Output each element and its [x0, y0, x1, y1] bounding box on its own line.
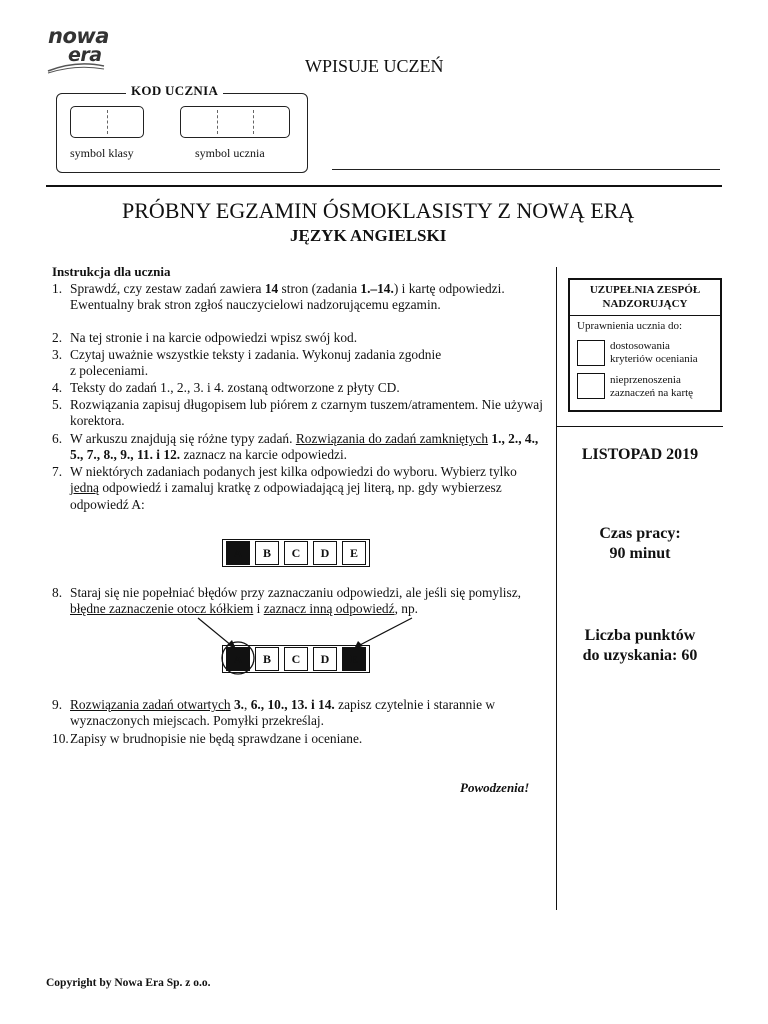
list-item: 7. W niektórych zadaniach podanych jest kilka odpowiedzi do wyboru. Wybierz tylko jedną odpowiedź i zamaluj kratkę z odpowiadającą jej literą, np. gdy wybierzesz odpowiedź A:: [52, 464, 517, 512]
supervisor-box-subtitle: Uprawnienia ucznia do:: [577, 320, 683, 332]
logo-swoosh-icon: [46, 62, 126, 74]
list-item: 1. Sprawdź, czy zestaw zadań zawiera 14 stron (zadania 1.–14.) i kartę odpowiedzi. Ewentualny brak stron zgłoś nauczycielowi nadzorującemu egzamin.: [52, 281, 505, 313]
criteria-adjustment-label: dostosowania kryteriów oceniania: [610, 340, 698, 365]
list-item: 4. Teksty do zadań 1., 2., 3. i 4. zostaną odtworzone z płyty CD.: [52, 380, 400, 395]
class-symbol-field[interactable]: [70, 106, 144, 138]
signature-line[interactable]: [332, 169, 720, 170]
column-divider: [556, 267, 557, 910]
no-transfer-checkbox[interactable]: [577, 373, 605, 399]
list-item: 9. Rozwiązania zadań otwartych 3., 6., 10., 13. i 14. zapisz czytelnie i starannie w wyznaczonych miejscach. Pomyłki przekreślaj.: [52, 697, 496, 729]
good-luck-text: Powodzenia!: [460, 780, 530, 795]
student-symbol-label: symbol ucznia: [195, 146, 265, 160]
logo-word-era: era: [68, 44, 102, 66]
exam-date: LISTOPAD 2019: [581, 446, 699, 463]
answer-example-corrected: [222, 645, 368, 671]
answer-box-d: D: [313, 541, 337, 565]
list-item: 10. Zapisy w brudnopisie nie będą sprawdzane i oceniane.: [52, 731, 363, 746]
list-item: 2. Na tej stronie i na karcie odpowiedzi wpisz swój kod.: [52, 330, 358, 345]
answer-box-a-filled: A: [226, 541, 250, 565]
list-item: 8. Staraj się nie popełniać błędów przy zaznaczaniu odpowiedzi, ale jeśli się pomylisz, błędne zaznaczenie otocz kółkiem i zaznacz inną odpowiedź, np.: [52, 585, 522, 617]
answer-box-b: B: [255, 541, 279, 565]
answer-box-d: D: [313, 647, 337, 671]
answer-box-a-filled: A: [226, 647, 250, 671]
criteria-adjustment-checkbox[interactable]: [577, 340, 605, 366]
list-item: 5. Rozwiązania zapisuj długopisem lub piórem z czarnym tuszem/atramentem. Nie używaj korektora.: [52, 397, 543, 429]
class-symbol-label: symbol klasy: [70, 146, 134, 160]
answer-box-c: C: [284, 541, 308, 565]
exam-duration: Czas pracy: 90 minut: [599, 525, 681, 562]
student-symbol-field[interactable]: [180, 106, 290, 138]
correction-circle-icon: [220, 640, 256, 676]
copyright-notice: Copyright by Nowa Era Sp. z o.o.: [46, 977, 211, 989]
max-points: Liczba punktów do uzyskania: 60: [582, 627, 698, 664]
answer-box-b: B: [255, 647, 279, 671]
supervisor-box: [568, 278, 722, 412]
no-transfer-label: nieprzenoszenia zaznaczeń na kartę: [610, 374, 694, 399]
side-divider: [557, 426, 723, 427]
supervisor-box-heading: UZUPEŁNIA ZESPÓŁ NADZORUJĄCY: [570, 280, 720, 316]
list-item: 3. Czytaj uważnie wszystkie teksty i zadania. Wykonuj zadania zgodnie z poleceniami.: [52, 347, 442, 379]
answer-box-e-filled: E: [342, 647, 366, 671]
answer-box-c: C: [284, 647, 308, 671]
answer-example-correct: [222, 539, 368, 565]
instructions-title: Instrukcja dla ucznia: [52, 264, 171, 279]
student-code-label: KOD UCZNIA: [126, 83, 223, 99]
answer-box-e: E: [342, 541, 366, 565]
nowa-era-logo: [46, 24, 126, 72]
header-divider: [46, 185, 722, 187]
list-item: 6. W arkuszu znajdują się różne typy zadań. Rozwiązania do zadań zamkniętych 1., 2., 4., 5., 7., 8., 9., 11. i 12. zaznacz na karcie odpowiedzi.: [52, 431, 539, 463]
logo-word-nowa: nowa: [48, 24, 109, 48]
